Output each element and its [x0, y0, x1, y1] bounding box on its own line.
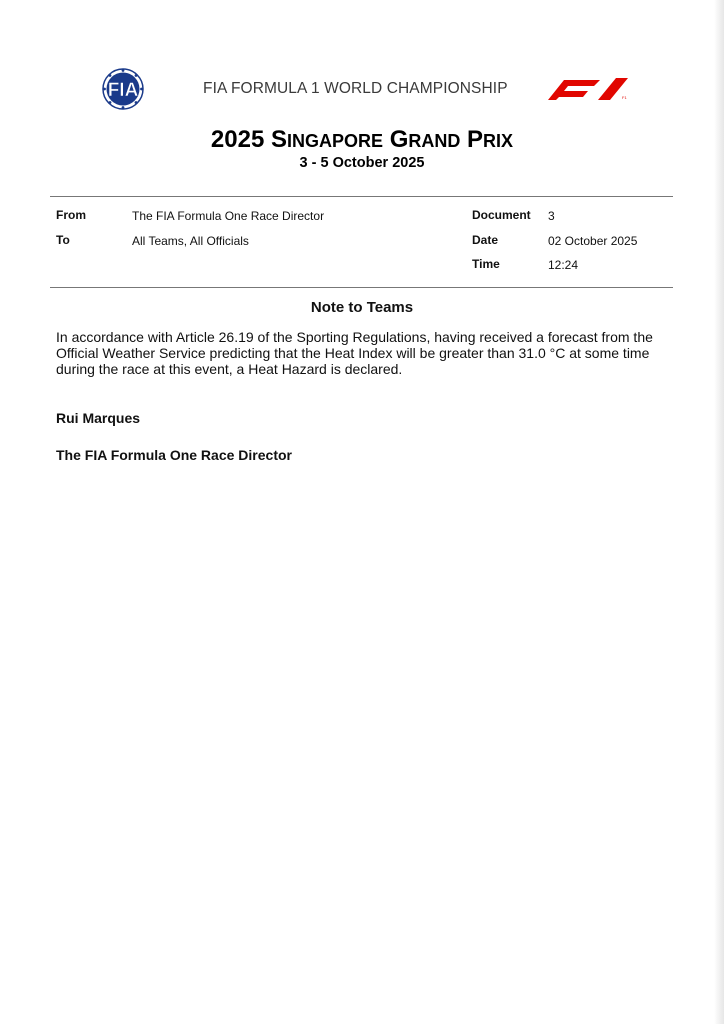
signer-title: The FIA Formula One Race Director — [56, 447, 292, 463]
f1-logo-text: F1 — [622, 95, 627, 100]
document-label: Document — [472, 208, 531, 222]
event-name-initial: G — [389, 126, 409, 153]
championship-title: FIA FORMULA 1 WORLD CHAMPIONSHIP — [203, 80, 508, 97]
date-value: 02 October 2025 — [548, 234, 638, 248]
event-dates: 3 - 5 October 2025 — [299, 155, 425, 171]
event-name-rest: INGAPORE — [287, 131, 384, 151]
time-value: 12:24 — [548, 258, 579, 272]
date-label: Date — [472, 233, 499, 247]
fia-logo-text: FIA — [107, 80, 139, 101]
divider-top — [50, 196, 673, 197]
event-year: 2025 — [210, 126, 265, 153]
fia-logo — [92, 67, 154, 111]
f1-logo-f-shape — [548, 80, 600, 100]
from-label: From — [56, 208, 86, 222]
from-value: The FIA Formula One Race Director — [132, 209, 325, 223]
event-name-rest: RIX — [483, 131, 514, 151]
time-label: Time — [472, 257, 500, 271]
event-name-initial: P — [467, 126, 484, 153]
note-body: In accordance with Article 26.19 of the Sporting Regulations, having received a forecast from the Official Weather Service predicting that the Heat Index will be greater than 31.0 °C at some time during the race at this event, a Heat Hazard is declared. — [56, 329, 653, 377]
event-name-rest: RAND — [408, 131, 461, 151]
signer-name: Rui Marques — [56, 410, 141, 426]
divider-bottom — [50, 287, 673, 288]
event-name-initial: S — [270, 126, 287, 153]
document-value: 3 — [548, 209, 555, 223]
to-label: To — [56, 233, 70, 247]
to-value: All Teams, All Officials — [132, 234, 249, 248]
note-title: Note to Teams — [310, 299, 414, 316]
f1-logo — [542, 76, 630, 100]
event-title — [0, 126, 724, 154]
